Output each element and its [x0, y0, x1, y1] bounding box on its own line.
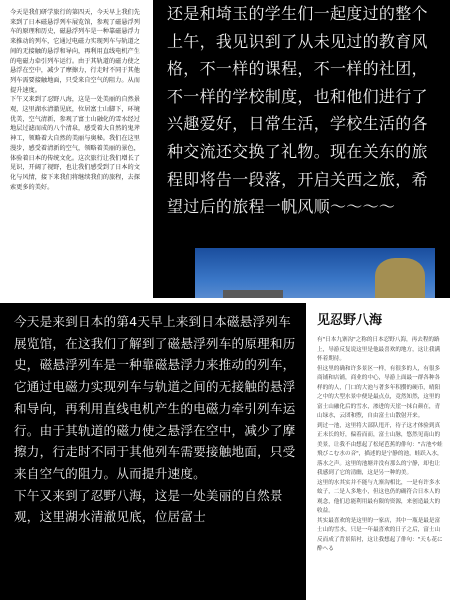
diary-panel-top-left: [0, 0, 150, 298]
diary-panel-top-right: [153, 0, 450, 298]
diary-panel-bottom-left: [0, 303, 306, 600]
diary-panel-bottom-right: [309, 303, 450, 600]
building-roof: [223, 290, 283, 298]
tree-foliage: [375, 258, 425, 298]
article-text: 有"日本九寨沟"之称的日本忍野八海，再去程的路上，导游反复说这里是他最喜欢的地方，这让我满怀着期待。 但这里的确和许多景区一样，有很多的人，有很多商铺和店铺，商业的中心，导游上面最一群各种各样的的人，门口的大池与著多年积攒的硬币，晴阳之中的大型水景中便是最点点，竟然知然，这里的富士山融化后的雪水，渗进的天崖一抹白颜在，青山绿水，云团和煦，自由富士山散射开来。 到过一池，这里将大部队甩开，待子这才体验到真正未长的好，偏着而而，富士山脉，悠然见南山的美景，让我不由想起了松尾芭蕉的俳句："古池や蛙飛びこむ水の音"，描述的是宁静的池，蛙跃入水，落水之声。这里的池塘并没有那么的宁静，却也让我感到了它的清幽，这是另一种的美。 这里的水其实并不能与九寨沟相比，一是有许多水蚊子，二是人多地小，但这也仍的确符合日本人的观念，他们总能利用最有限的资源，来创造最大的收益。 其实最喜欢的是这里的一家店，其中一瓶是最是富士山的雪水，只是一年最喜欢的日子之后，富士山反而成了背景陪衬，这让我想起了俳句："天も花に酔へる: [317, 337, 443, 552]
landscape-photo: [195, 248, 435, 298]
diary-text: 今天是我们研学旅行的第四天，今天早上我们先来到了日本磁悬浮列车展览馆，参观了磁悬浮列车的原理和历史，磁悬浮列车是一种靠磁悬浮力来推动的列车，它通过电磁力实现列车与轨道之间的无接触的悬浮和导向，再利用直线电机产生的电磁力牵引列车运行。由于其轨道的磁力使之悬浮在空中，减少了摩擦力，行走时不同于其他列车需要接触地面，只受来自空气的阻力。从而提升速度。 下午又来到了忍野八海，这是一处美丽的自然景观，这里湖水清澈见底，位居富士山脚下，环境优美，空气清新，参观了富士山融化的雪水经过地层过滤而成的八个清泉，感受着大自然的鬼斧神工，领略着大自然的美丽与奥秘。我们在这里漫步，感受着清新的空气，领略着美丽的景色，体验着日本的传统文化。这次旅行让我们增长了见识，开阔了视野，也让我们感受到了日本的文化与风情，接下来我们将继续我们的旅程，去探索更多的美好。: [10, 9, 140, 191]
article-title: 见忍野八海: [317, 313, 383, 328]
diary-text: 还是和埼玉的学生们一起度过的整个上午，我见识到了从未见过的教育风格，不一样的课程，不一样的社团，不一样的学校制度，也和他们进行了兴趣爱好，日常生活，学校生活的各种交流还交换了礼物。现在关东的旅程即将告一段落，开启关西之旅，希望过后的旅程一帆风顺～～～～: [167, 4, 428, 217]
diary-text: 今天是来到日本的第4天早上来到日本磁悬浮列车展览馆，在这我们了解到了磁悬浮列车的原理和历史，磁悬浮列车是一种靠磁悬浮力来推动的列车，它通过电磁力实现列车与轨道之间的无接触的悬浮和导向，再利用直线电机产生的电磁力牵引列车运行。由于其轨道的磁力使之悬浮在空中，减少了摩擦力，行走时不同于其他列车需要接触地面，只受来自空气的阻力。从而提升速度。 下午又来到了忍野八海，这是一处美丽的自然景观，这里湖水清澈见底，位居富士: [14, 314, 296, 525]
